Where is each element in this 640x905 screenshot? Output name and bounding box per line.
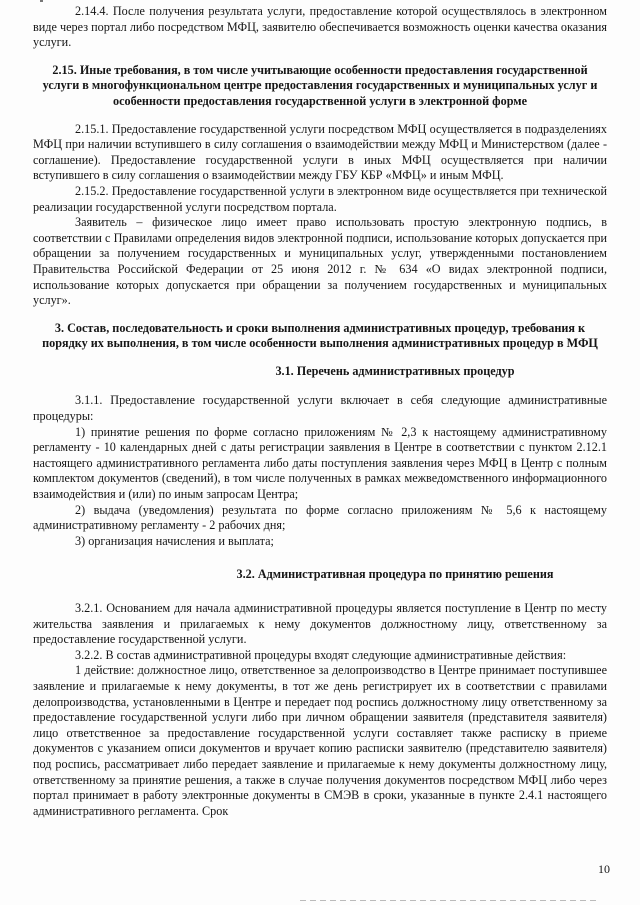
document-body [33,4,607,819]
scan-artifact [40,0,43,2]
paragraph-2-15-1: 2.15.1. Предоставление государственной услуги посредством МФЦ осуществляется в подразделениях МФЦ при наличии вступившего в силу соглашения о взаимодействии между МФЦ и Министерством (далее - соглашение). Предоставление государственной услуги в иных МФЦ осуществляется при наличии вступившего в силу соглашения о взаимодействии между ГБУ КБР «МФЦ» и иным МФЦ. [33,121,607,183]
list-item-procedure-3: 3) организация начисления и выплата; [75,533,274,548]
list-item-procedure-2: 2) выдача (уведомления) результата по форме согласно приложениям № 5,6 к настоящему административному регламенту - 2 рабочих дня; [33,502,607,533]
heading-section-3: 3. Состав, последовательность и сроки выполнения административных процедур, требования к порядку их выполнения, в том числе особенности выполнения административных процедур в МФЦ [42,320,598,351]
paragraph-3-2-1: 3.2.1. Основанием для начала административной процедуры является поступление в Центр по месту жительства заявления и прилагаемых к нему документов должностному лицу, ответственному за предоставление государственной услуги. [33,601,607,647]
heading-3-1: 3.1. Перечень административных процедур [275,363,515,378]
heading-2-15: 2.15. Иные требования, в том числе учитывающие особенности предоставления государственной услуги в многофункциональном центре предоставления государственных и муниципальных услуг и особенности предоставления государственной услуги в электронной форме [42,62,598,108]
paragraph-3-2-2: 3.2.2. В состав административной процедуры входят следующие административные действия: [75,647,567,662]
paragraph-2-15-2: 2.15.2. Предоставление государственной услуги в электронном виде осуществляется при технической реализации государственной услуги посредством портала. [33,183,607,214]
scan-artifact-bottom [300,900,600,901]
paragraph-2-14-4: 2.14.4. После получения результата услуги, предоставление которой осуществлялось в электронном виде через портал либо посредством МФЦ, заявителю обеспечивается возможность оценки качества оказания услуги. [33,4,607,50]
paragraph-action-1: 1 действие: должностное лицо, ответственное за делопроизводство в Центре принимает поступившее заявление и прилагаемые к нему документы, в тот же день регистрирует их в соответствии с правилами делопроизводства, установленными в Центре и передает под роспись должностному лицу ответственному за предоставление государственной услуги либо при личном обращении заявителя (представителя заявителя) лицо ответственное за предоставление государственной услуги составляет также расписку в приеме документов с указанием описи документов и вручает копию расписки заявителю (представителю заявителя) под роспись, рассматривает либо передает заявление и прилагаемые к нему документы должностному лицу, ответственному за принятие решения, а также в случае получения документов посредством МФЦ либо через портал принимает в работу электронные документы в СМЭВ в сроки, указанные в пункте 2.4.1 настоящего административного регламента. Срок [33,663,607,818]
paragraph-applicant-signature: Заявитель – физическое лицо имеет право использовать простую электронную подпись, в соответствии с Правилами определения видов электронной подписи, использование которых допускается при обращении за получением государственных и муниципальных услуг, утвержденными постановлением Правительства Российской Федерации от 25 июня 2012 г. № 634 «О видах электронной подписи, использование которых допускается при обращении за получением государственных и муниципальных услуг». [33,215,607,308]
heading-3-2: 3.2. Административная процедура по принятию решения [236,567,554,582]
list-item-procedure-1: 1) принятие решения по форме согласно приложениям № 2,3 к настоящему административному регламенту - 10 календарных дней с даты регистрации заявления в Центре в соответствии с пунктом 2.12.1 настоящего административного регламента либо даты поступления заявления через МФЦ в Центр с полным комплектом документов (сведений), в том числе полученных в рамках межведомственного информационного взаимодействия и (или) по иным запросам Центра; [33,424,607,502]
page-number: 10 [598,862,610,876]
paragraph-3-1-1: 3.1.1. Предоставление государственной услуги включает в себя следующие административные процедуры: [33,393,607,424]
